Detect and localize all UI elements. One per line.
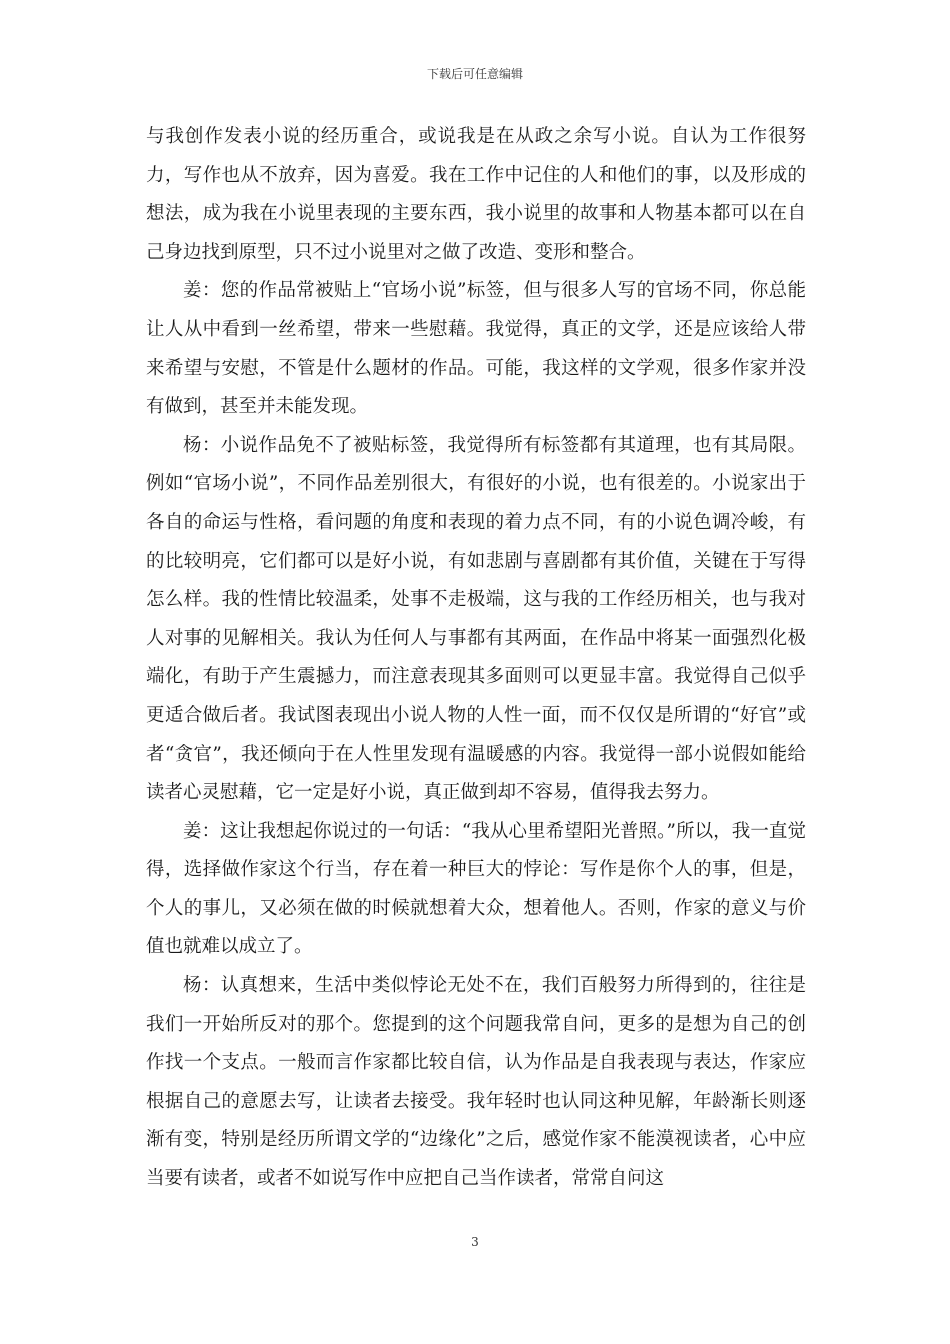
paragraph-1: 与我创作发表小说的经历重合，或说我是在从政之余写小说。自认为工作很努力，写作也从不放弃，因为喜爱。我在工作中记住的人和他们的事，以及形成的想法，成为我在小说里表现的主要东西，我小说里的故事和人物基本都可以在自己身边找到原型，只不过小说里对之做了改造、变形和整合。 [146,126,806,263]
document-body [146,118,806,1199]
paragraph-4: 姜：这让我想起你说过的一句话：“我从心里希望阳光普照。”所以，我一直觉得，选择做作家这个行当，存在着一种巨大的悖论：写作是你个人的事，但是，个人的事儿，又必须在做的时候就想着大众，想着他人。否则，作家的意义与价值也就难以成立了。 [146,820,806,958]
page-number: 3 [471,1235,479,1249]
page-header: 下载后可任意编辑 [426,67,523,81]
paragraph-3: 杨：小说作品免不了被贴标签，我觉得所有标签都有其道理，也有其局限。例如“官场小说”，不同作品差别很大，有很好的小说，也有很差的。小说家出于各自的命运与性格，看问题的角度和表现的着力点不同，有的小说色调冷峻，有的比较明亮，它们都可以是好小说，有如悲剧与喜剧都有其价值，关键在于写得怎么样。我的性情比较温柔，处事不走极端，这与我的工作经历相关，也与我对人对事的见解相关。我认为任何人与事都有其两面，在作品中将某一面强烈化极端化，有助于产生震撼力，而注意表现其多面则可以更显丰富。我觉得自己似乎更适合做后者。我试图表现出小说人物的人性一面，而不仅仅是所谓的“好官”或者“贪官”，我还倾向于在人性里发现有温暖感的内容。我觉得一部小说假如能给读者心灵慰藉，它一定是好小说，真正做到却不容易，值得我去努力。 [146,434,806,804]
paragraph-2: 姜：您的作品常被贴上“官场小说”标签，但与很多人写的官场不同，你总能让人从中看到一丝希望，带来一些慰藉。我觉得，真正的文学，还是应该给人带来希望与安慰，不管是什么题材的作品。可能，我这样的文学观，很多作家并没有做到，甚至并未能发现。 [146,280,806,418]
paragraph-5: 杨：认真想来，生活中类似悖论无处不在，我们百般努力所得到的，往往是我们一开始所反对的那个。您提到的这个问题我常自问，更多的是想为自己的创作找一个支点。一般而言作家都比较自信，认为作品是自我表现与表达，作家应根据自己的意愿去写，让读者去接受。我年轻时也认同这种见解，年龄渐长则逐渐有变，特别是经历所谓文学的“边缘化”之后，感觉作家不能漠视读者，心中应当要有读者，或者不如说写作中应把自己当作读者，常常自问这 [146,975,806,1190]
